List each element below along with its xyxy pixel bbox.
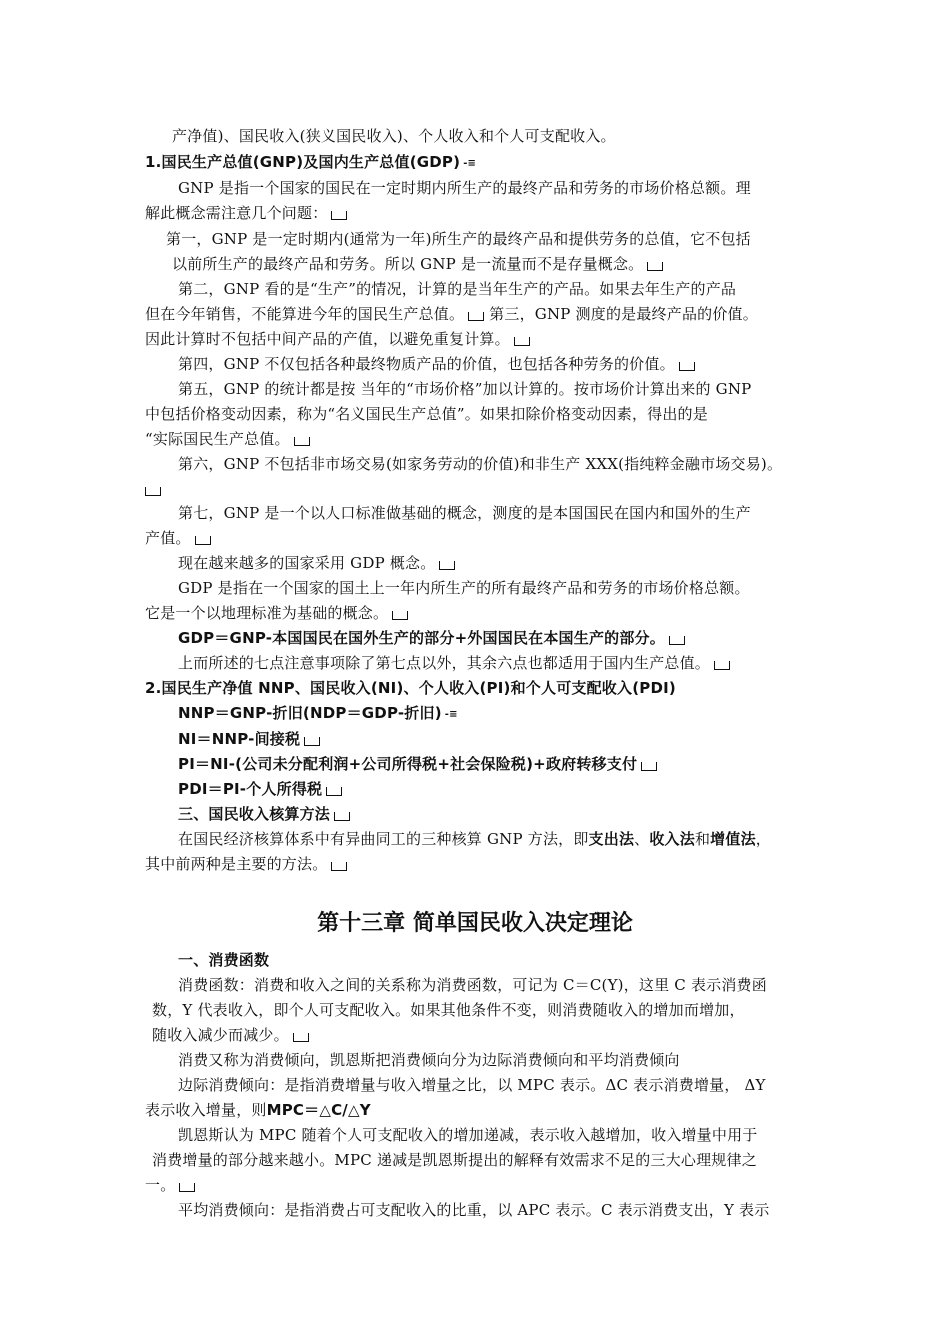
text-line: “实际国民生产总值。 [145,429,310,449]
text-line: 消费增量的部分越来越小。MPC 递减是凯恩斯提出的解释有效需求不足的三大心理规律之 [152,1151,757,1169]
text-line: 平均消费倾向：是指消费占可支配收入的比重，以 APC 表示。C 表示消费支出，Y 表示 [178,1201,770,1219]
chapter-title: 第十三章 简单国民收入决定理论 [317,911,633,936]
text-line: 第一，GNP 是一定时期内(通常为一年)所生产的最终产品和提供劳务的总值，它不包括 [166,230,751,248]
text-line: 第二，GNP 看的是“生产”的情况，计算的是当年生产的产品。如果去年生产的产品 [178,280,737,298]
paragraph-mark [145,479,161,499]
text-line: 第七，GNP 是一个以人口标准做基础的概念，测度的是本国国民在国内和国外的生产 [178,504,751,522]
text-line: 边际消费倾向：是指消费增量与收入增量之比，以 MPC 表示。ΔC 表示消费增量， ΔY [178,1076,766,1094]
section-heading: 1.国民生产总值(GNP)及国内生产总值(GDP) -≡ [145,153,477,171]
text-line: GNP 是指一个国家的国民在一定时期内所生产的最终产品和劳务的市场价格总额。理 [178,179,751,197]
text-line: 消费函数：消费和收入之间的关系称为消费函数，可记为 C＝C(Y)，这里 C 表示消费函 [178,976,767,994]
text-line: 第四，GNP 不仅包括各种最终物质产品的价值，也包括各种劳务的价值。 [178,354,695,374]
text-line: 解此概念需注意几个问题： [145,203,347,223]
text-line: 中包括价格变动因素，称为“名义国民生产总值”。如果扣除价格变动因素，得出的是 [145,405,708,423]
subsection-heading: 三、国民收入核算方法 [178,804,350,824]
text-line: 它是一个以地理标准为基础的概念。 [145,603,408,623]
text-line: 凯恩斯认为 MPC 随着个人可支配收入的增加递减，表示收入越增加，收入增量中用于 [178,1126,758,1144]
text-line: 在国民经济核算体系中有异曲同工的三种核算 GNP 方法，即支出法、收入法和增值法， [178,830,771,848]
text-line: 消费又称为消费倾向，凯恩斯把消费倾向分为边际消费倾向和平均消费倾向 [178,1051,680,1069]
text-line: 上而所述的七点注意事项除了第七点以外，其余六点也都适用于国内生产总值。 [178,653,730,673]
text-line: 以前所生产的最终产品和劳务。所以 GNP 是一流量而不是存量概念。 [172,254,663,274]
text-line: 随收入减少而减少。 [152,1025,309,1045]
text-line: 数，Y 代表收入，即个人可支配收入。如果其他条件不变，则消费随收入的增加而增加， [152,1001,745,1019]
text-line: 第六，GNP 不包括非市场交易(如家务劳动的价值)和非生产 XXX(指纯粹金融市场交易)。 [178,455,783,473]
text-line: 产值。 [145,528,211,548]
section-heading: 2.国民生产净值 NNP、国民收入(NI)、个人收入(PI)和个人可支配收入(PDI) [145,679,676,697]
formula-line: PI＝NI-(公司未分配利润+公司所得税+社会保险税)+政府转移支付 [178,754,657,774]
formula-line: NI＝NNP-间接税 [178,729,320,749]
text-line: 现在越来越多的国家采用 GDP 概念。 [178,553,455,573]
text-line: GDP 是指在一个国家的国土上一年内所生产的所有最终产品和劳务的市场价格总额。 [178,579,750,597]
text-line: 其中前两种是主要的方法。 [145,854,347,874]
text-line: 表示收入增量，则MPC＝△C/△Y [145,1101,371,1119]
formula-line: PDI＝PI-个人所得税 [178,779,342,799]
text-line: 第五，GNP 的统计都是按 当年的“市场价格”加以计算的。按市场价计算出来的 GNP [178,380,752,398]
text-line: 但在今年销售，不能算进今年的国民生产总值。 第三，GNP 测度的是最终产品的价值。 [145,305,758,323]
text-line: 一。 [145,1175,195,1195]
formula-line: GDP＝GNP-本国国民在国外生产的部分+外国国民在本国生产的部分。 [178,628,685,648]
formula-line: NNP＝GNP-折旧(NDP＝GDP-折旧) -≡ [178,704,458,722]
text-line: 因此计算时不包括中间产品的产值，以避免重复计算。 [145,329,530,349]
text-line: 产净值)、国民收入(狭义国民收入)、个人收入和个人可支配收入。 [172,127,616,145]
subsection-heading: 一、消费函数 [178,951,270,969]
